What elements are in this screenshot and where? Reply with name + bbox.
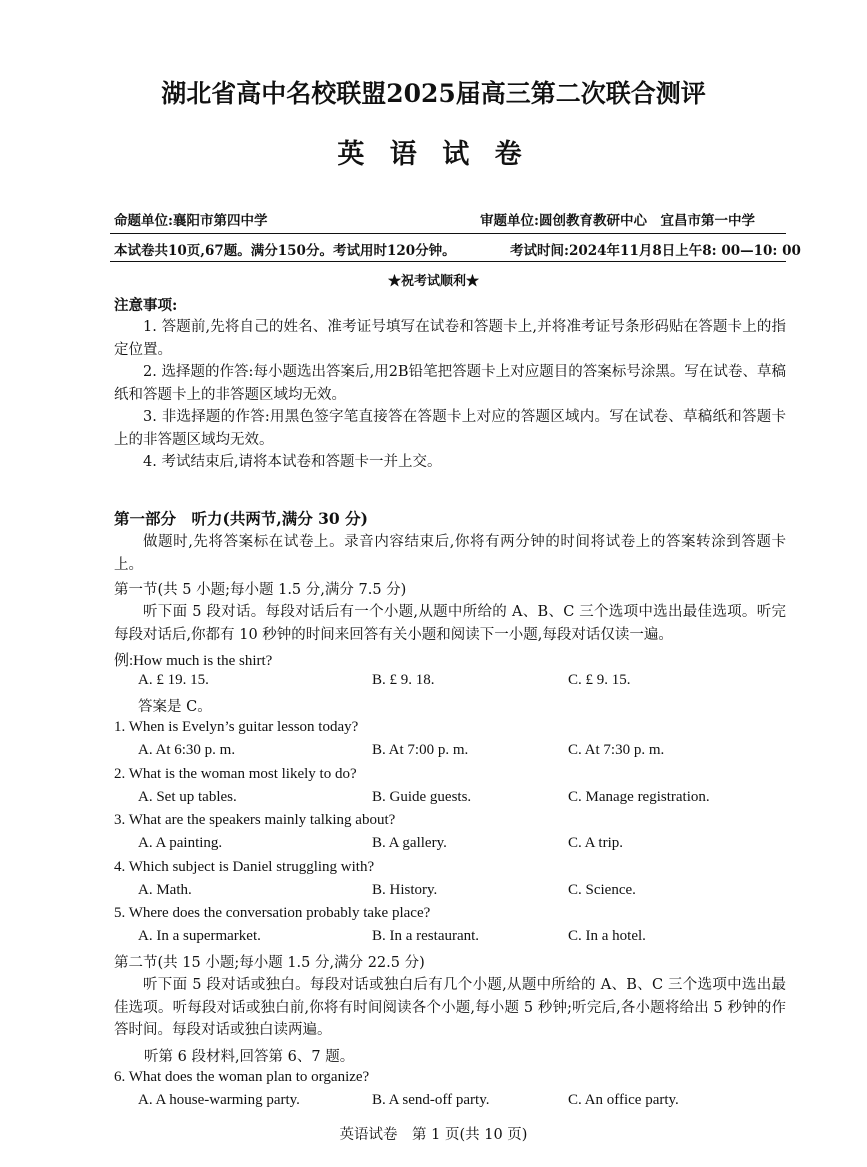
- question-1: 1. When is Evelyn’s guitar lesson today?: [114, 719, 359, 735]
- blessing: ★祝考试顺利★: [387, 274, 479, 289]
- q3-option-a: A. A painting.: [138, 835, 223, 851]
- q1-option-c: C. At 7:30 p. m.: [568, 742, 665, 758]
- page-title: 湖北省高中名校联盟2025届高三第二次联合测评: [161, 79, 706, 108]
- q4-option-a: A. Math.: [138, 882, 192, 898]
- divider-top: [110, 233, 786, 234]
- page-footer: 英语试卷 第 1 页(共 10 页): [339, 1127, 528, 1143]
- note-item: 1. 答题前,先将自己的姓名、准考证号填写在试卷和答题卡上,并将准考证号条形码贴在答题卡上的指定位置。: [114, 319, 786, 358]
- q4-option-c: C. Science.: [568, 882, 636, 898]
- exam-summary: 本试卷共10页,67题。满分150分。考试用时120分钟。: [114, 243, 456, 259]
- example-option-c: C. £ 9. 15.: [568, 672, 631, 688]
- example-option-b: B. £ 9. 18.: [372, 672, 435, 688]
- q1-option-a: A. At 6:30 p. m.: [138, 742, 236, 758]
- question-4: 4. Which subject is Daniel struggling with?: [114, 859, 375, 875]
- q5-option-a: A. In a supermarket.: [138, 928, 261, 944]
- divider-bottom: [110, 261, 786, 262]
- example-question: 例:How much is the shirt?: [114, 653, 273, 669]
- q2-option-b: B. Guide guests.: [372, 789, 472, 805]
- q6-option-b: B. A send-off party.: [372, 1092, 490, 1108]
- q5-option-b: B. In a restaurant.: [372, 928, 480, 944]
- q4-option-b: B. History.: [372, 882, 438, 898]
- exam-time: 考试时间:2024年11月8日上午8: 00—10: 00: [510, 243, 801, 259]
- question-6: 6. What does the woman plan to organize?: [114, 1069, 370, 1085]
- part1-heading: 第一部分 听力(共两节,满分 30 分): [114, 509, 368, 528]
- question-3: 3. What are the speakers mainly talking about?: [114, 812, 396, 828]
- section1-heading: 第一节(共 5 小题;每小题 1.5 分,满分 7.5 分): [114, 582, 407, 598]
- note-item: 2. 选择题的作答:每小题选出答案后,用2B铅笔把答题卡上对应题目的答案标号涂黑。写在试卷、草稿纸和答题卡上的非答题区域均无效。: [114, 364, 786, 403]
- page-subtitle: 英 语 试 卷: [337, 139, 530, 170]
- q1-option-b: B. At 7:00 p. m.: [372, 742, 469, 758]
- q3-option-c: C. A trip.: [568, 835, 624, 851]
- question-2: 2. What is the woman most likely to do?: [114, 766, 357, 782]
- example-option-a: A. £ 19. 15.: [138, 672, 209, 688]
- q6-option-a: A. A house-warming party.: [138, 1092, 300, 1108]
- proposer-unit: 命题单位:襄阳市第四中学: [114, 213, 268, 229]
- reviewer-unit: 审题单位:圆创教育教研中心 宜昌市第一中学: [480, 213, 755, 229]
- question-5: 5. Where does the conversation probably take place?: [114, 905, 431, 921]
- q2-option-a: A. Set up tables.: [138, 789, 237, 805]
- part1-intro: 做题时,先将答案标在试卷上。录音内容结束后,你将有两分钟的时间将试卷上的答案转涂到答题卡上。: [114, 534, 786, 573]
- note-item: 4. 考试结束后,请将本试卷和答题卡一并上交。: [143, 454, 442, 470]
- section2-heading: 第二节(共 15 小题;每小题 1.5 分,满分 22.5 分): [114, 955, 425, 971]
- q6-option-c: C. An office party.: [568, 1092, 679, 1108]
- note-item: 3. 非选择题的作答:用黑色签字笔直接答在答题卡上对应的答题区域内。写在试卷、草稿纸和答题卡上的非答题区域均无效。: [114, 409, 786, 448]
- q2-option-c: C. Manage registration.: [568, 789, 710, 805]
- section2-instruction: 听下面 5 段对话或独白。每段对话或独白后有几个小题,从题中所给的 A、B、C 三个选项中选出最佳选项。听每段对话或独白前,你将有时间阅读各个小题,每小题 5 秒钟;听完后,各小题将给出 5 秒钟的作答时间。每段对话或独白读两遍。: [114, 977, 786, 1038]
- example-answer: 答案是 C。: [138, 699, 212, 715]
- q3-option-b: B. A gallery.: [372, 835, 447, 851]
- section1-instruction: 听下面 5 段对话。每段对话后有一个小题,从题中所给的 A、B、C 三个选项中选出最佳选项。听完每段对话后,你都有 10 秒钟的时间来回答有关小题和阅读下一小题,每段对话仅读一遍。: [114, 604, 786, 643]
- material-note: 听第 6 段材料,回答第 6、7 题。: [144, 1049, 355, 1065]
- q5-option-c: C. In a hotel.: [568, 928, 646, 944]
- notes-heading: 注意事项:: [114, 297, 178, 314]
